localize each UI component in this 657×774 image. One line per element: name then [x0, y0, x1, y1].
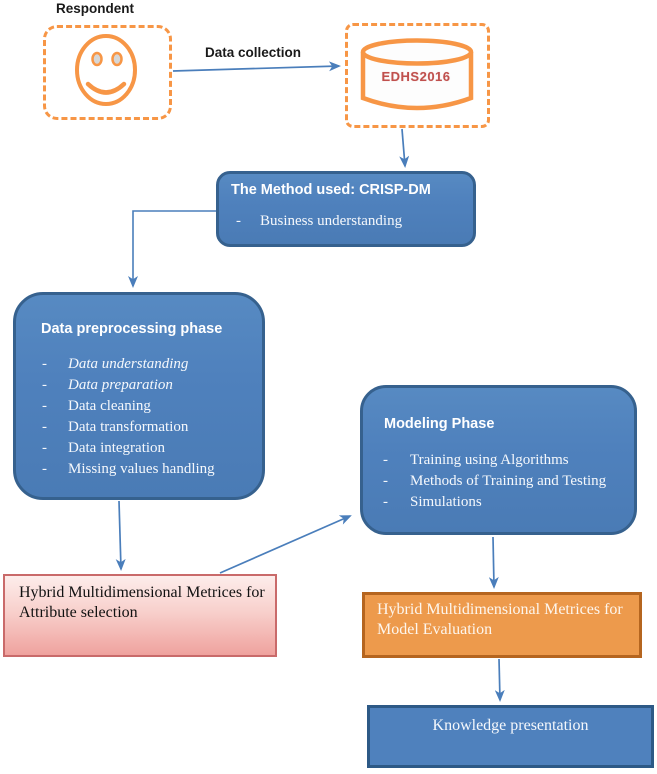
bullet-dash: - [383, 452, 388, 468]
bullet-dash: - [383, 473, 388, 489]
arrow-modeling-to-evaluation [493, 537, 494, 587]
list-item: - Data understanding [16, 354, 262, 375]
list-item: - Business understanding [219, 211, 473, 232]
preprocessing-box-title: Data preprocessing phase [41, 321, 223, 337]
bullet-dash: - [383, 494, 388, 510]
arrow-preprocessing-to-attribute [119, 501, 121, 569]
knowledge-presentation-box [367, 705, 654, 768]
list-item: - Training using Algorithms [363, 450, 634, 471]
arrow-attribute-to-modeling [220, 516, 350, 573]
bullet-dash: - [42, 440, 47, 456]
attribute-selection-box [3, 574, 277, 657]
model-evaluation-box [362, 592, 642, 658]
attribute-selection-line2: Attribute selection [19, 604, 138, 621]
edhs-database-label: EDHS2016 [381, 69, 451, 84]
knowledge-presentation-label: Knowledge presentation [432, 717, 589, 734]
bullet-dash: - [42, 419, 47, 435]
bullet-dash: - [42, 461, 47, 477]
preprocessing-bullet-list [16, 354, 262, 480]
list-item: - Simulations [363, 492, 634, 513]
model-evaluation-line1: Hybrid Multidimensional Metrices for [377, 601, 623, 618]
modeling-box-title: Modeling Phase [384, 416, 495, 432]
arrow-data-collection [173, 66, 339, 71]
list-item: - Data transformation [16, 417, 262, 438]
list-item: - Missing values handling [16, 459, 262, 480]
list-item: - Methods of Training and Testing [363, 471, 634, 492]
list-item: - Data integration [16, 438, 262, 459]
data-collection-label: Data collection [205, 45, 302, 60]
bullet-dash: - [42, 377, 47, 393]
method-box-title: The Method used: CRISP-DM [231, 182, 431, 198]
bullet-dash: - [236, 213, 241, 229]
respondent-label: Respondent [56, 1, 135, 16]
arrow-evaluation-to-knowledge [499, 659, 500, 700]
modeling-bullet-list [363, 450, 634, 513]
attribute-selection-line1: Hybrid Multidimensional Metrices for [19, 584, 265, 601]
arrow-edhs-to-method [402, 129, 405, 166]
method-box [216, 171, 476, 247]
bullet-dash: - [42, 356, 47, 372]
model-evaluation-line2: Model Evaluation [377, 621, 493, 638]
smiley-face-icon [43, 25, 172, 120]
bullet-dash: - [42, 398, 47, 414]
preprocessing-box [13, 292, 265, 500]
arrow-method-to-preprocessing [133, 211, 216, 286]
modeling-box [360, 385, 637, 535]
method-bullet-list [219, 211, 473, 232]
list-item: - Data preparation [16, 375, 262, 396]
list-item: - Data cleaning [16, 396, 262, 417]
